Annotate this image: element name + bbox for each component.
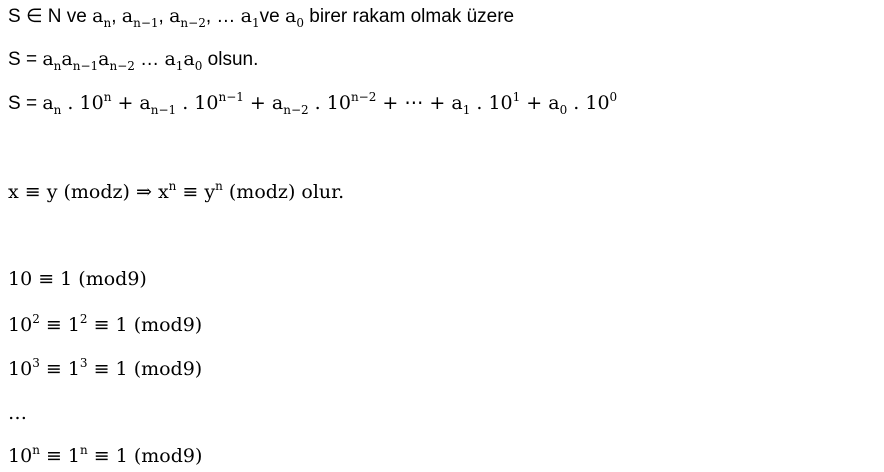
subscript: n−1 xyxy=(150,103,177,117)
math-text: ≡ y xyxy=(176,181,216,203)
math-text: 10 xyxy=(8,445,33,467)
superscript: n xyxy=(103,90,112,104)
line-digits-notation xyxy=(8,47,258,72)
subscript: n−2 xyxy=(109,59,135,73)
math-text: a xyxy=(121,5,134,27)
math-text: S ∈ N ve xyxy=(8,6,93,27)
math-text: S = xyxy=(8,93,43,114)
math-text: , xyxy=(158,6,170,27)
line-ellipsis xyxy=(8,401,27,425)
math-text: ≡ 1 xyxy=(39,314,80,336)
math-text: a xyxy=(164,48,176,70)
math-text: . 10 xyxy=(176,92,219,114)
line-mod9-power-3 xyxy=(8,357,202,381)
line-congruence-rule xyxy=(8,180,344,204)
math-text: a xyxy=(169,5,181,27)
math-text: a xyxy=(240,5,252,27)
superscript: n xyxy=(80,443,88,457)
superscript: 3 xyxy=(32,356,40,370)
subscript: n xyxy=(103,16,112,30)
math-text: 10 ≡ 1 (mod9) xyxy=(8,268,147,290)
line-mod9-power-1 xyxy=(8,267,147,291)
line-mod9-power-n xyxy=(8,444,202,468)
line-definition xyxy=(8,4,514,29)
superscript: n−1 xyxy=(218,90,244,104)
subscript: n xyxy=(53,59,62,73)
superscript: 2 xyxy=(79,312,88,326)
math-text: ≡ 1 xyxy=(39,445,81,467)
math-text: a xyxy=(42,48,54,70)
subscript: n xyxy=(53,103,62,117)
math-text: S = xyxy=(8,49,43,70)
math-text: x ≡ y (modz) ⇒ x xyxy=(8,181,169,203)
math-text: 10 xyxy=(8,358,33,380)
superscript: n−2 xyxy=(350,90,377,104)
math-text: a xyxy=(92,5,104,27)
superscript: n xyxy=(215,179,223,193)
math-text: birer rakam olmak üzere xyxy=(303,6,515,27)
math-text: 10 xyxy=(8,314,33,336)
math-text: a xyxy=(139,92,151,114)
superscript: n xyxy=(168,179,177,193)
superscript: 3 xyxy=(79,356,88,370)
math-text: . 10 xyxy=(567,92,610,114)
subscript: 1 xyxy=(252,16,260,30)
math-text: a xyxy=(61,48,73,70)
math-text: ≡ 1 (mod9) xyxy=(87,445,203,467)
math-text: a xyxy=(285,5,297,27)
math-text: + xyxy=(243,92,272,114)
subscript: 0 xyxy=(194,59,203,73)
math-text: (modz) olur. xyxy=(222,181,345,203)
math-text: ve xyxy=(259,6,285,27)
math-text: + xyxy=(111,92,140,114)
math-text: ≡ 1 (mod9) xyxy=(87,358,203,380)
math-text: . 10 xyxy=(61,92,104,114)
subscript: 0 xyxy=(559,103,568,117)
subscript: n−2 xyxy=(283,103,309,117)
math-text: . 10 xyxy=(470,92,513,114)
math-text: … xyxy=(8,402,27,424)
math-text: , xyxy=(111,6,122,27)
math-text: … xyxy=(134,49,165,70)
math-text: . 10 xyxy=(308,92,351,114)
line-mod9-power-2 xyxy=(8,313,202,337)
superscript: n xyxy=(32,443,40,457)
line-expansion xyxy=(8,91,617,116)
math-text: a xyxy=(42,92,54,114)
math-text: a xyxy=(183,48,195,70)
subscript: 0 xyxy=(296,16,304,30)
superscript: 1 xyxy=(512,90,521,104)
subscript: n−1 xyxy=(133,16,159,30)
superscript: 0 xyxy=(609,90,618,104)
subscript: n−2 xyxy=(180,16,206,30)
math-text: olsun. xyxy=(202,49,259,70)
math-text: , … xyxy=(205,6,241,27)
subscript: 1 xyxy=(462,103,471,117)
math-text: + ⋯ + xyxy=(376,92,452,114)
math-text: a xyxy=(548,92,560,114)
math-text: + xyxy=(520,92,549,114)
math-text: a xyxy=(451,92,463,114)
math-text: a xyxy=(271,92,284,114)
math-text: ≡ 1 xyxy=(39,358,80,380)
subscript: 1 xyxy=(175,59,184,73)
math-text: a xyxy=(98,48,110,70)
math-text: ≡ 1 (mod9) xyxy=(87,314,203,336)
superscript: 2 xyxy=(32,312,40,326)
subscript: n−1 xyxy=(72,59,99,73)
